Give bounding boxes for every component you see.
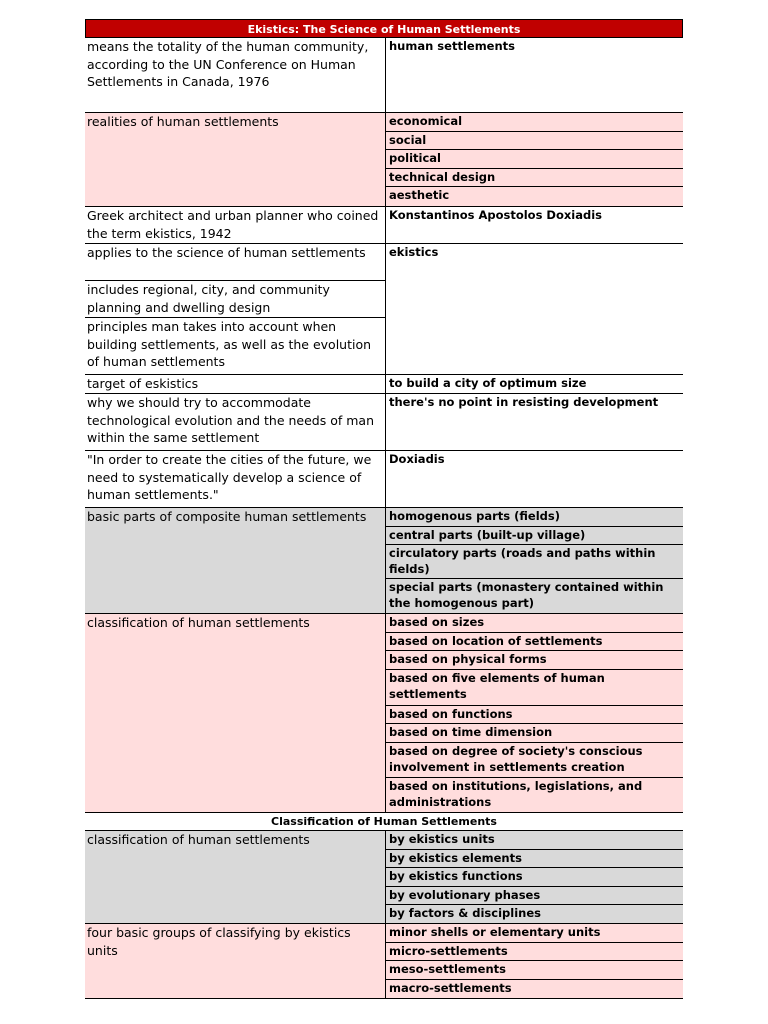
answer-cell: by factors & disciplines [386, 905, 683, 923]
table-row [85, 244, 683, 375]
answer-cell: based on institutions, legislations, and administrations [386, 778, 683, 812]
answer-cell: by ekistics units [386, 831, 683, 850]
table-row [85, 113, 683, 207]
answer-cell: by ekistics elements [386, 850, 683, 868]
question-cell: four basic groups of classifying by ekistics units [85, 924, 386, 998]
answer-cell: based on degree of society's conscious involvement in settlements creation [386, 743, 683, 778]
answer-cell: based on five elements of human settlements [386, 670, 683, 706]
table-row [85, 614, 683, 813]
answer-cell: micro-settlements [386, 943, 683, 961]
spreadsheet [85, 19, 683, 999]
table-row [85, 508, 683, 614]
answer-cell: based on location of settlements [386, 633, 683, 651]
answer-cell: by ekistics functions [386, 868, 683, 887]
table-row [85, 451, 683, 508]
question-cell: why we should try to accommodate technological evolution and the needs of man within the same settlement [85, 394, 386, 450]
answer-cell: based on sizes [386, 614, 683, 633]
sheet-title: Ekistics: The Science of Human Settlements [85, 19, 683, 38]
answer-cell: based on physical forms [386, 651, 683, 670]
table-row [85, 394, 683, 451]
answer-cell: ekistics [389, 245, 439, 259]
table-row [85, 207, 683, 244]
section-heading: Classification of Human Settlements [85, 813, 683, 831]
table-row [85, 38, 683, 113]
answer-cell: based on functions [386, 706, 683, 724]
answer-cell: special parts (monastery contained within the homogenous part) [386, 579, 683, 613]
answer-cell: there's no point in resisting development [389, 395, 659, 409]
table-row [85, 924, 683, 999]
answer-cell: political [386, 150, 683, 169]
answer-cell: economical [386, 113, 683, 132]
question-cell: Greek architect and urban planner who coined the term ekistics, 1942 [85, 207, 386, 243]
question-cell: "In order to create the cities of the future, we need to systematically develop a science of human settlements." [85, 451, 386, 507]
question-cell: applies to the science of human settlements [85, 244, 385, 281]
answer-cell: meso-settlements [386, 961, 683, 980]
answer-cell: macro-settlements [386, 980, 683, 998]
answer-cell: social [386, 132, 683, 150]
table-row [85, 831, 683, 924]
answer-cell: central parts (built-up village) [386, 527, 683, 545]
question-cell: target of eskistics [85, 375, 386, 393]
answer-cell: circulatory parts (roads and paths within fields) [386, 545, 683, 579]
question-cell: basic parts of composite human settlements [85, 508, 386, 613]
question-cell: principles man takes into account when building settlements, as well as the evolution of human settlements [87, 319, 372, 369]
table-row [85, 375, 683, 394]
answer-cell: human settlements [389, 39, 516, 53]
answer-cell: homogenous parts (fields) [386, 508, 683, 527]
question-cell: includes regional, city, and community planning and dwelling design [85, 281, 385, 318]
answer-cell: Doxiadis [389, 452, 445, 466]
answer-cell: based on time dimension [386, 724, 683, 743]
answer-cell: to build a city of optimum size [389, 376, 587, 390]
question-cell: classification of human settlements [85, 614, 386, 812]
question-cell: realities of human settlements [85, 113, 386, 206]
answer-cell: Konstantinos Apostolos Doxiadis [389, 208, 603, 222]
answer-cell: technical design [386, 169, 683, 187]
answer-cell: by evolutionary phases [386, 887, 683, 905]
question-cell: classification of human settlements [85, 831, 386, 923]
answer-cell: minor shells or elementary units [386, 924, 683, 943]
question-cell: means the totality of the human community, according to the UN Conference on Human Settlements in Canada, 1976 [85, 38, 386, 112]
answer-cell: aesthetic [386, 187, 683, 206]
